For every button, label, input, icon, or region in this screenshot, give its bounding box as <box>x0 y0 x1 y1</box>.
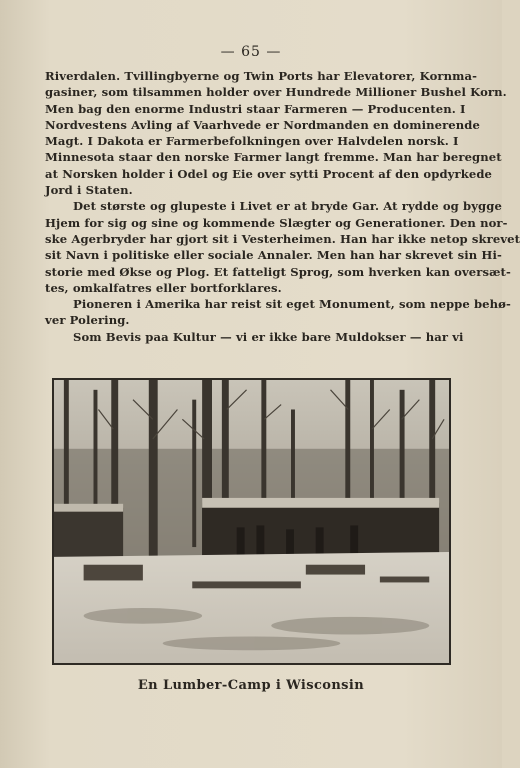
text-line: Nordvestens Avling af Vaarhvede er Nordmanden en dominerende <box>45 117 480 132</box>
text-line: at Norsken holder i Odel og Eie over sytti Procent af den opdyrkede <box>45 166 493 181</box>
text-line: tes, omkalfatres eller bortforklares. <box>45 280 282 295</box>
body-text <box>45 68 520 345</box>
text-line: Minnesota staar den norske Farmer langt fremme. Man har beregnet <box>45 150 502 165</box>
photo-caption: En Lumber-Camp i Wisconsin <box>137 678 365 693</box>
text-line: sit Navn i politiske eller sociale Annaler. Men han har skrevet sin Hi- <box>45 248 502 263</box>
text-line: Det største og glupeste i Livet er at bryde Gar. At rydde og bygge <box>73 199 502 214</box>
text-line: ske Agerbryder har gjort sit i Vesterheimen. Han har ikke netop skrevet <box>45 231 520 246</box>
text-line: Men bag den enorme Industri staar Farmeren — Producenten. I <box>45 101 466 116</box>
text-line: Riverdalen. Tvillingbyerne og Twin Ports har Elevatorer, Kornma- <box>45 69 478 83</box>
text-line: Magt. I Dakota er Farmerbefolkningen over Halvdelen norsk. I <box>45 134 459 149</box>
lumber-camp-photo <box>52 378 451 665</box>
text-line: gasiner, som tilsammen holder over Hundrede Millioner Bushel Korn. <box>45 85 507 100</box>
text-line: ver Polering. <box>45 313 130 328</box>
text-line: Jord i Staten. <box>45 183 133 198</box>
text-line: Pioneren i Amerika har reist sit eget Monument, som neppe behø- <box>73 297 511 312</box>
text-line: storie med Økse og Plog. Et fatteligt Sprog, som hverken kan oversæt- <box>45 264 511 279</box>
text-line: Som Bevis paa Kultur — vi er ikke bare Muldokser — har vi <box>73 329 464 344</box>
page-number: — 65 — <box>220 44 282 60</box>
text-line: Hjem for sig og sine og kommende Slægter og Generationer. Den nor- <box>45 215 508 230</box>
